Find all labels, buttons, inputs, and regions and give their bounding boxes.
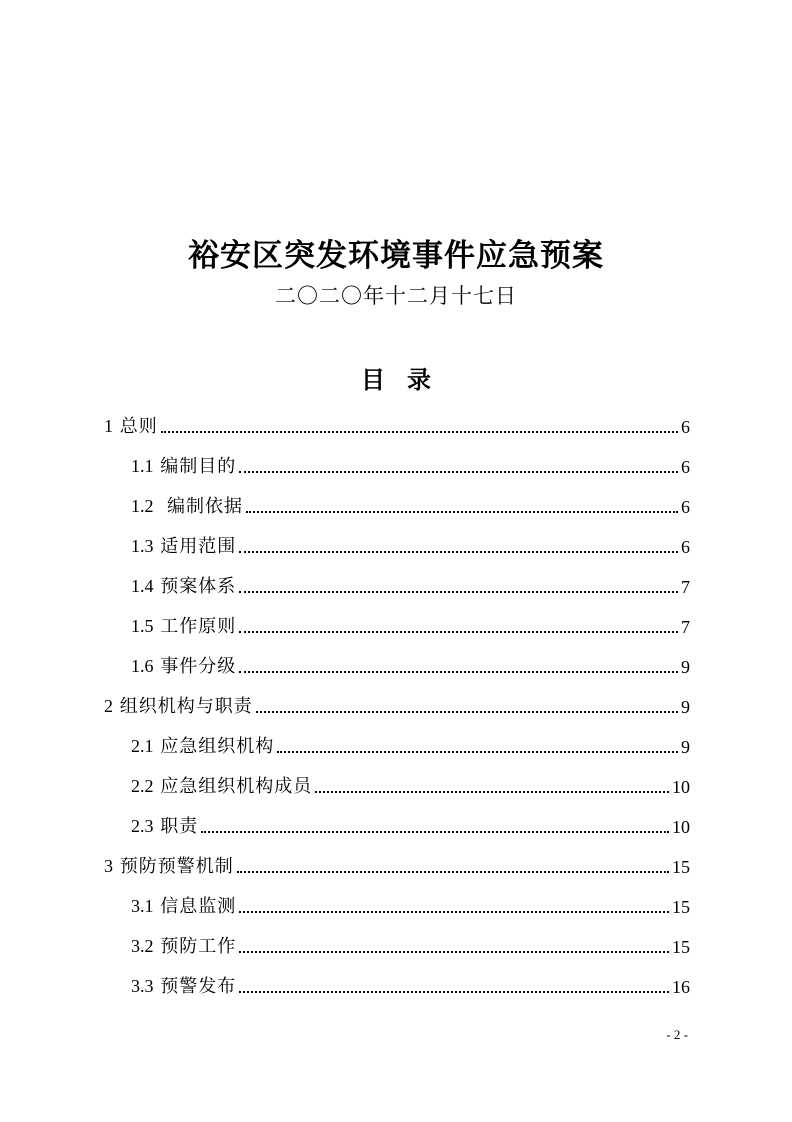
toc-leader-dots: [239, 590, 678, 593]
toc-entry-page: 9: [681, 697, 690, 717]
toc-entry-1-5[interactable]: [131, 598, 690, 638]
toc-leader-dots: [161, 430, 678, 433]
page-number: - 2 -: [666, 1027, 688, 1042]
toc-entry-2-1[interactable]: [131, 718, 690, 758]
toc-entry-3-2[interactable]: [131, 918, 690, 958]
toc-entry-label: 2.3 职责: [131, 816, 199, 837]
toc-entry-page: 16: [672, 977, 690, 997]
toc-entry-label: 1 总则: [104, 416, 158, 437]
toc-entry-label: 1.3 适用范围: [131, 536, 237, 557]
toc-entry-1-4[interactable]: [131, 558, 690, 598]
toc-leader-dots: [239, 990, 669, 993]
toc-entry-page: 9: [681, 737, 690, 757]
toc-entry-label: 1.1 编制目的: [131, 456, 237, 477]
document-title: 裕安区突发环境事件应急预案: [188, 238, 604, 274]
toc-entry-1-6[interactable]: [131, 638, 690, 678]
toc-leader-dots: [239, 630, 678, 633]
toc-entry-page: 6: [681, 537, 690, 557]
toc-entry-page: 7: [681, 577, 690, 597]
toc-entry-label: 3 预防预警机制: [104, 856, 234, 877]
toc-entry-3-3[interactable]: [131, 958, 690, 998]
toc-entry-2-2[interactable]: [131, 758, 690, 798]
toc-entry-label: 3.2 预防工作: [131, 936, 237, 957]
toc-entry-label: 2.2 应急组织机构成员: [131, 776, 313, 797]
toc-entry-3-1[interactable]: [131, 878, 690, 918]
toc-entry-3[interactable]: [104, 838, 690, 878]
toc-leader-dots: [239, 470, 678, 473]
toc-entry-page: 7: [681, 617, 690, 637]
toc-entry-page: 6: [681, 417, 690, 437]
toc-heading: 目录: [361, 366, 453, 394]
toc-entry-label: 1.5 工作原则: [131, 616, 237, 637]
toc-entry-page: 9: [681, 657, 690, 677]
toc-entry-label: 2 组织机构与职责: [104, 696, 253, 717]
toc-entry-1-3[interactable]: [131, 518, 690, 558]
toc-entry-page: 6: [681, 497, 690, 517]
toc-leader-dots: [239, 910, 669, 913]
toc-entry-label: 1.4 预案体系: [131, 576, 237, 597]
toc-entry-page: 6: [681, 457, 690, 477]
toc-entry-page: 15: [672, 937, 690, 957]
toc-entry-page: 15: [672, 897, 690, 917]
toc-leader-dots: [256, 710, 678, 713]
toc-leader-dots: [239, 950, 669, 953]
toc-leader-dots: [239, 550, 678, 553]
toc-entry-label: 1.6 事件分级: [131, 656, 237, 677]
toc-entry-label: 2.1 应急组织机构: [131, 736, 275, 757]
toc-entry-page: 10: [672, 817, 690, 837]
toc-entry-label: 3.1 信息监测: [131, 896, 237, 917]
toc-entry-2-3[interactable]: [131, 798, 690, 838]
document-date: 二〇二〇年十二月十七日: [275, 284, 517, 308]
toc-leader-dots: [237, 870, 669, 873]
toc-entry-page: 10: [672, 777, 690, 797]
toc-entry-1-1[interactable]: [131, 438, 690, 478]
toc-entry-label: 1.2 编制依据: [131, 496, 243, 517]
toc-entry-page: 15: [672, 857, 690, 877]
toc-leader-dots: [277, 750, 678, 753]
toc-entry-1-2[interactable]: [131, 478, 690, 518]
toc-entry-2[interactable]: [104, 678, 690, 718]
toc-leader-dots: [315, 790, 669, 793]
toc-leader-dots: [201, 830, 669, 833]
toc-entry-1[interactable]: [104, 398, 690, 438]
toc-leader-dots: [246, 510, 678, 513]
toc-entry-label: 3.3 预警发布: [131, 976, 237, 997]
toc-leader-dots: [239, 670, 678, 673]
